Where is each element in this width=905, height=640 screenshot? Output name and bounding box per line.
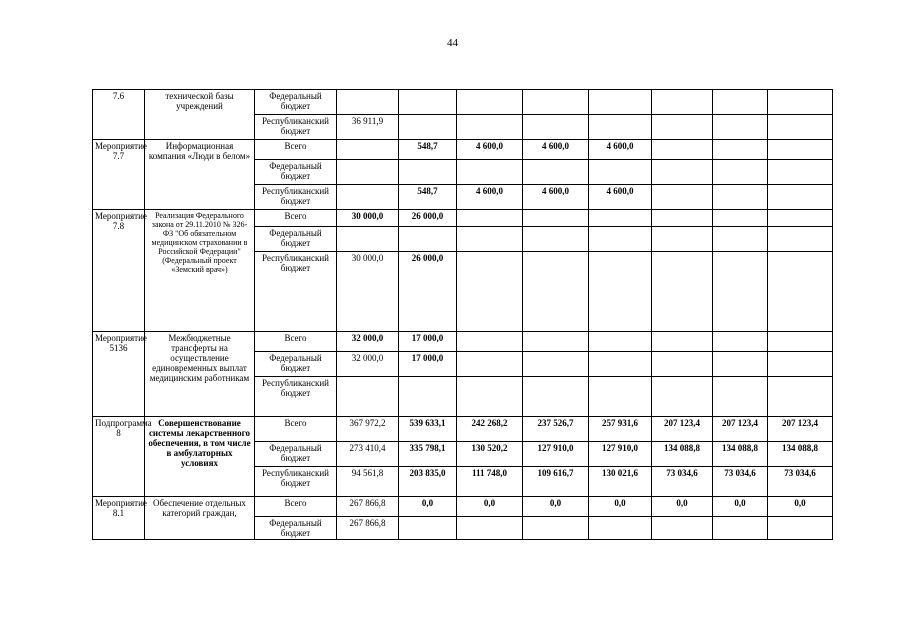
value-cell [523, 352, 589, 377]
value-cell: 273 410,4 [337, 442, 399, 467]
budget-table [92, 89, 833, 540]
value-cell [589, 517, 652, 540]
funding-source-cell: Всего [255, 210, 337, 227]
value-cell [523, 227, 589, 252]
value-cell [457, 517, 523, 540]
value-cell [457, 160, 523, 185]
value-cell [713, 90, 768, 115]
value-cell [768, 332, 833, 352]
value-cell [652, 517, 713, 540]
value-cell [768, 210, 833, 227]
value-cell [713, 140, 768, 160]
value-cell [713, 227, 768, 252]
value-cell [768, 227, 833, 252]
value-cell [713, 352, 768, 377]
value-cell: 32 000,0 [337, 352, 399, 377]
value-cell: 94 561,8 [337, 467, 399, 497]
value-cell [523, 377, 589, 417]
value-cell: 548,7 [399, 140, 457, 160]
value-cell [652, 160, 713, 185]
page-number: 44 [447, 37, 458, 49]
funding-source-cell: Федеральный бюджет [255, 160, 337, 185]
value-cell [589, 332, 652, 352]
value-cell [457, 115, 523, 140]
value-cell [713, 332, 768, 352]
value-cell [768, 352, 833, 377]
value-cell [652, 210, 713, 227]
value-cell [713, 160, 768, 185]
row-name-cell: Реализация Федерального закона от 29.11.2010 № 326-ФЗ "Об обязательном медицинском страховании в Российской Федерации" (Федеральный проект «Земский врач») [145, 210, 255, 332]
value-cell [652, 252, 713, 332]
value-cell: 4 600,0 [589, 185, 652, 210]
value-cell [652, 90, 713, 115]
value-cell [399, 377, 457, 417]
value-cell [652, 332, 713, 352]
value-cell [399, 90, 457, 115]
value-cell [589, 210, 652, 227]
funding-source-cell: Федеральный бюджет [255, 90, 337, 115]
value-cell: 127 910,0 [523, 442, 589, 467]
value-cell: 539 633,1 [399, 417, 457, 442]
funding-source-cell: Федеральный бюджет [255, 442, 337, 467]
value-cell: 111 748,0 [457, 467, 523, 497]
value-cell: 0,0 [523, 497, 589, 517]
value-cell: 4 600,0 [523, 140, 589, 160]
value-cell: 0,0 [399, 497, 457, 517]
table-row [93, 210, 833, 227]
row-name-cell: технической базы учреждений [145, 90, 255, 140]
funding-source-cell: Республиканский бюджет [255, 115, 337, 140]
funding-source-cell: Федеральный бюджет [255, 517, 337, 540]
value-cell [652, 352, 713, 377]
value-cell [457, 210, 523, 227]
row-id-cell: Подпрограмма 8 [93, 417, 145, 497]
value-cell [652, 140, 713, 160]
value-cell [713, 185, 768, 210]
value-cell [768, 90, 833, 115]
value-cell: 109 616,7 [523, 467, 589, 497]
row-id-cell: Мероприятие 5136 [93, 332, 145, 417]
value-cell [457, 377, 523, 417]
value-cell: 367 972,2 [337, 417, 399, 442]
value-cell [523, 252, 589, 332]
row-id-cell: 7.6 [93, 90, 145, 140]
value-cell [523, 90, 589, 115]
value-cell [457, 332, 523, 352]
value-cell: 130 021,6 [589, 467, 652, 497]
value-cell [457, 90, 523, 115]
value-cell [337, 140, 399, 160]
value-cell: 0,0 [652, 497, 713, 517]
value-cell [768, 252, 833, 332]
value-cell: 0,0 [457, 497, 523, 517]
value-cell [768, 377, 833, 417]
value-cell: 32 000,0 [337, 332, 399, 352]
value-cell: 17 000,0 [399, 352, 457, 377]
value-cell: 0,0 [713, 497, 768, 517]
value-cell [713, 517, 768, 540]
value-cell [713, 377, 768, 417]
value-cell [589, 252, 652, 332]
value-cell [523, 210, 589, 227]
value-cell: 4 600,0 [457, 140, 523, 160]
value-cell [768, 185, 833, 210]
value-cell [713, 210, 768, 227]
value-cell [457, 227, 523, 252]
value-cell [652, 227, 713, 252]
value-cell: 36 911,9 [337, 115, 399, 140]
value-cell: 130 520,2 [457, 442, 523, 467]
value-cell: 4 600,0 [589, 140, 652, 160]
value-cell [589, 115, 652, 140]
funding-source-cell: Всего [255, 332, 337, 352]
table-row [93, 497, 833, 517]
value-cell: 237 526,7 [523, 417, 589, 442]
value-cell: 207 123,4 [713, 417, 768, 442]
value-cell [457, 352, 523, 377]
value-cell [399, 160, 457, 185]
value-cell: 26 000,0 [399, 252, 457, 332]
value-cell: 257 931,6 [589, 417, 652, 442]
funding-source-cell: Республиканский бюджет [255, 467, 337, 497]
value-cell [337, 185, 399, 210]
value-cell [337, 90, 399, 115]
funding-source-cell: Федеральный бюджет [255, 227, 337, 252]
row-id-cell: Мероприятие 7.7 [93, 140, 145, 210]
value-cell: 134 088,8 [768, 442, 833, 467]
value-cell [713, 115, 768, 140]
value-cell [652, 115, 713, 140]
value-cell [768, 140, 833, 160]
table-row [93, 90, 833, 115]
row-name-cell: Межбюджетные трансферты на осуществление единовременных выплат медицинским работникам [145, 332, 255, 417]
funding-source-cell: Всего [255, 497, 337, 517]
value-cell: 73 034,6 [713, 467, 768, 497]
funding-source-cell: Республиканский бюджет [255, 377, 337, 417]
value-cell [337, 227, 399, 252]
funding-source-cell: Всего [255, 140, 337, 160]
value-cell: 73 034,6 [768, 467, 833, 497]
row-name-cell: Информационная компания «Люди в белом» [145, 140, 255, 210]
value-cell: 134 088,8 [652, 442, 713, 467]
row-name-cell: Обеспечение отдельных категорий граждан, [145, 497, 255, 540]
funding-source-cell: Всего [255, 417, 337, 442]
row-name-cell: Совершенствование системы лекарственного обеспечения, в том числе в амбулаторных условиях [145, 417, 255, 497]
value-cell [768, 160, 833, 185]
funding-source-cell: Республиканский бюджет [255, 252, 337, 332]
funding-source-cell: Федеральный бюджет [255, 352, 337, 377]
value-cell: 242 268,2 [457, 417, 523, 442]
value-cell: 127 910,0 [589, 442, 652, 467]
value-cell [652, 377, 713, 417]
value-cell: 267 866,8 [337, 497, 399, 517]
value-cell: 134 088,8 [713, 442, 768, 467]
value-cell: 203 835,0 [399, 467, 457, 497]
value-cell: 4 600,0 [457, 185, 523, 210]
value-cell [399, 517, 457, 540]
row-id-cell: Мероприятие 8.1 [93, 497, 145, 540]
value-cell [399, 115, 457, 140]
value-cell [589, 352, 652, 377]
value-cell: 30 000,0 [337, 210, 399, 227]
value-cell: 73 034,6 [652, 467, 713, 497]
value-cell [399, 227, 457, 252]
value-cell: 4 600,0 [523, 185, 589, 210]
table-row [93, 332, 833, 352]
value-cell [713, 252, 768, 332]
table-row [93, 140, 833, 160]
value-cell [523, 160, 589, 185]
value-cell: 548,7 [399, 185, 457, 210]
value-cell: 30 000,0 [337, 252, 399, 332]
value-cell [523, 332, 589, 352]
value-cell [523, 115, 589, 140]
value-cell: 207 123,4 [652, 417, 713, 442]
value-cell: 267 866,8 [337, 517, 399, 540]
value-cell [589, 227, 652, 252]
table-row [93, 417, 833, 442]
value-cell: 207 123,4 [768, 417, 833, 442]
value-cell [523, 517, 589, 540]
value-cell [337, 377, 399, 417]
value-cell: 26 000,0 [399, 210, 457, 227]
value-cell [768, 115, 833, 140]
value-cell: 0,0 [589, 497, 652, 517]
value-cell [589, 377, 652, 417]
row-id-cell: Мероприятие 7.8 [93, 210, 145, 332]
value-cell [768, 517, 833, 540]
value-cell: 0,0 [768, 497, 833, 517]
value-cell [652, 185, 713, 210]
value-cell [589, 160, 652, 185]
value-cell [589, 90, 652, 115]
value-cell [457, 252, 523, 332]
value-cell: 335 798,1 [399, 442, 457, 467]
funding-source-cell: Республиканский бюджет [255, 185, 337, 210]
value-cell: 17 000,0 [399, 332, 457, 352]
value-cell [337, 160, 399, 185]
